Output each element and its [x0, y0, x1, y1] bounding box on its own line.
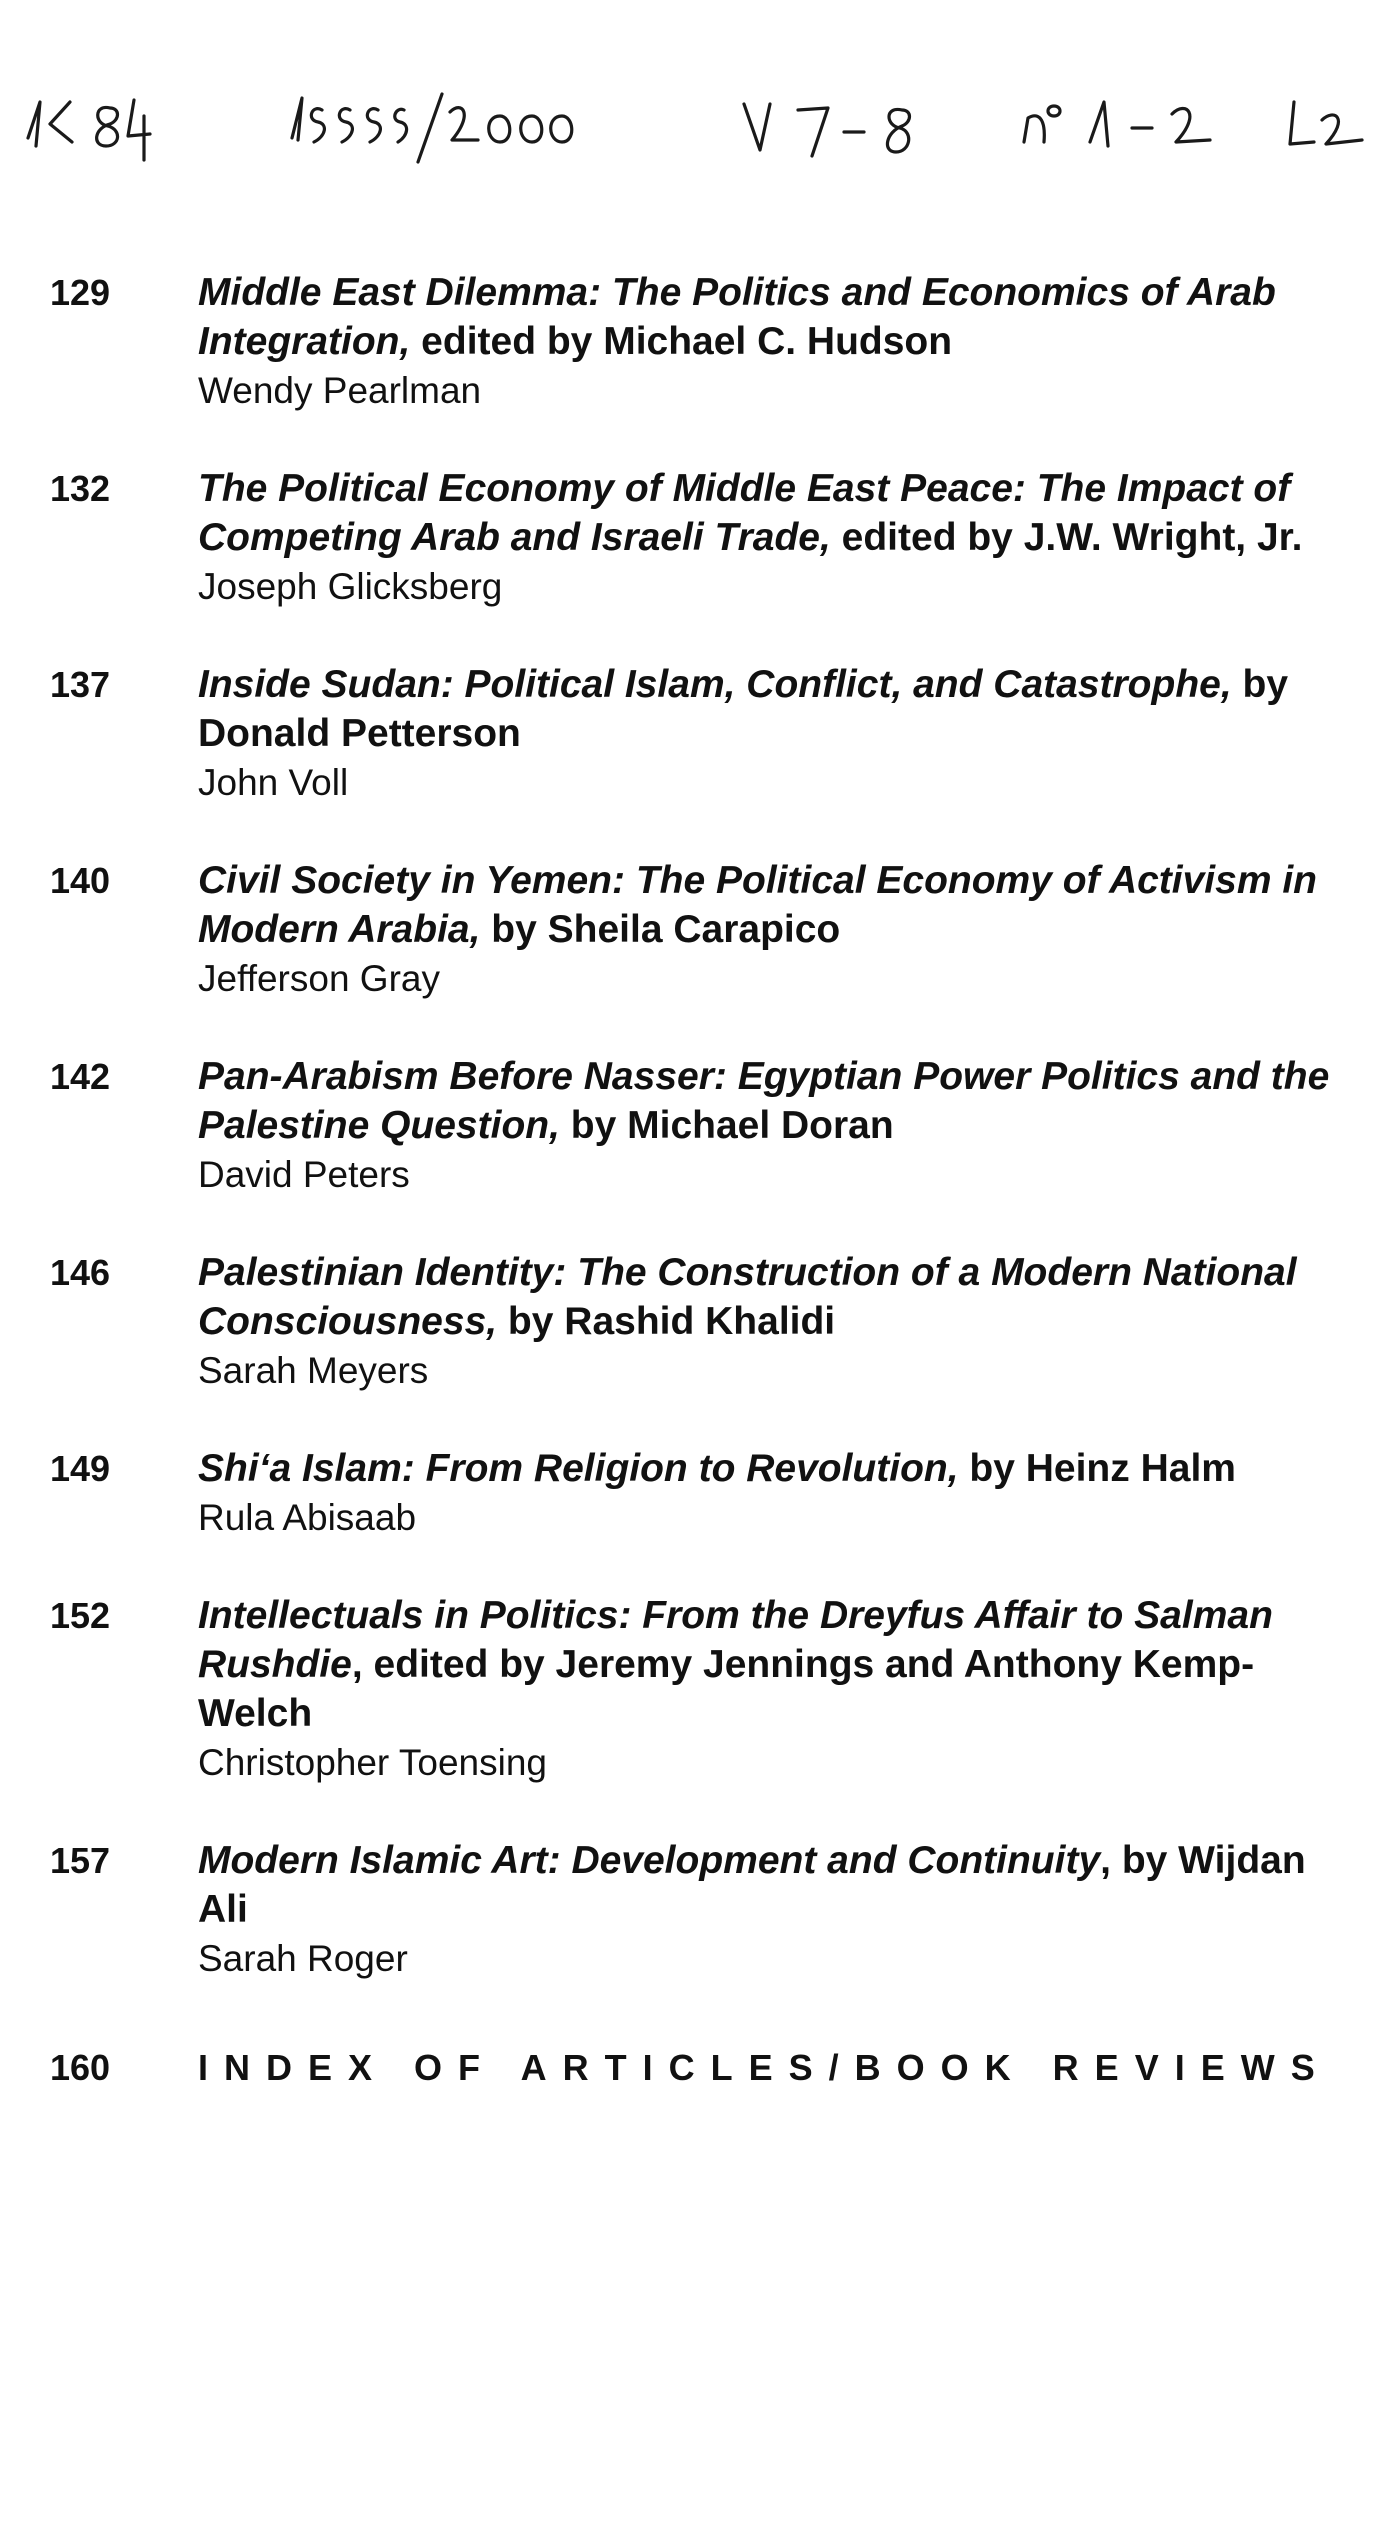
book-credit: edited by Michael C. Hudson — [410, 320, 953, 363]
page-number: 152 — [50, 1595, 111, 1636]
page-number: 129 — [50, 272, 111, 313]
page-number: 132 — [50, 468, 111, 509]
book-citation — [198, 1052, 1348, 1150]
book-citation — [198, 268, 1348, 366]
list-item — [0, 1591, 1393, 1787]
page-number: 157 — [50, 1840, 111, 1881]
reviewer-name: David Peters — [198, 1154, 410, 1195]
index-page-number: 160 — [50, 2047, 111, 2088]
reviewer-name: Sarah Roger — [198, 1938, 408, 1979]
book-title: Shi‘a Islam: From Religion to Revolution, — [198, 1447, 959, 1490]
entry-body — [198, 1591, 1348, 1787]
book-title: The Political Economy of Middle East Peace: The Impact of Competing Arab and Israeli Trade, — [198, 467, 1291, 559]
entry-body — [198, 1052, 1348, 1199]
book-citation — [198, 1836, 1348, 1934]
page-number: 137 — [50, 664, 111, 705]
book-title: Civil Society in Yemen: The Political Economy of Activism in Modern Arabia, — [198, 859, 1318, 951]
book-citation — [198, 1248, 1348, 1346]
book-credit: , by Wijdan Ali — [198, 1839, 1306, 1931]
reviewer-name: Jefferson Gray — [198, 958, 440, 999]
book-title: Middle East Dilemma: The Politics and Economics of Arab Integration, — [198, 271, 1276, 363]
book-citation — [198, 1444, 1348, 1493]
entry-body — [198, 856, 1348, 1003]
reviewer-name: Wendy Pearlman — [198, 370, 482, 411]
book-title: Palestinian Identity: The Construction of a Modern National Consciousness, — [198, 1251, 1297, 1343]
page-number: 146 — [50, 1252, 111, 1293]
page-number: 142 — [50, 1056, 111, 1097]
book-credit: by Heinz Halm — [958, 1447, 1236, 1490]
book-citation — [198, 660, 1348, 758]
entry-body — [198, 1248, 1348, 1395]
book-credit: by Rashid Khalidi — [497, 1300, 836, 1343]
index-entry — [0, 2043, 1393, 2092]
book-citation — [198, 464, 1348, 562]
book-credit: by Donald Petterson — [198, 663, 1289, 755]
book-credit: edited by J.W. Wright, Jr. — [830, 516, 1303, 559]
reviewer-name: Rula Abisaab — [198, 1497, 417, 1538]
entry-body — [198, 464, 1348, 611]
list-item — [0, 660, 1393, 807]
page-number: 149 — [50, 1448, 111, 1489]
book-credit: by Michael Doran — [559, 1104, 894, 1147]
book-reviews-list — [0, 268, 1393, 2092]
reviewer-name: Sarah Meyers — [198, 1350, 429, 1391]
entry-body — [198, 660, 1348, 807]
reviewer-name: Joseph Glicksberg — [198, 566, 503, 607]
book-title: Intellectuals in Politics: From the Dreyfus Affair to Salman Rushdie — [198, 1594, 1273, 1686]
page-number: 140 — [50, 860, 111, 901]
book-title: Modern Islamic Art: Development and Continuity — [198, 1839, 1101, 1882]
list-item — [0, 1052, 1393, 1199]
handwritten-catalog-note — [22, 80, 1382, 180]
list-item — [0, 856, 1393, 1003]
reviewer-name: John Voll — [198, 762, 349, 803]
list-item — [0, 1248, 1393, 1395]
index-heading: INDEX OF ARTICLES/BOOK REVIEWS — [198, 2047, 1331, 2088]
entry-body — [198, 1836, 1348, 1983]
reviewer-name: Christopher Toensing — [198, 1742, 547, 1783]
handwriting-drawing — [22, 80, 1382, 180]
list-item — [0, 268, 1393, 415]
book-citation — [198, 856, 1348, 954]
list-item — [0, 1444, 1393, 1542]
list-item — [0, 464, 1393, 611]
book-credit: by Sheila Carapico — [480, 908, 841, 951]
entry-body — [198, 268, 1348, 415]
book-title: Inside Sudan: Political Islam, Conflict, and Catastrophe, — [198, 663, 1232, 706]
list-item — [0, 1836, 1393, 1983]
book-citation — [198, 1591, 1348, 1738]
entry-body — [198, 1444, 1348, 1542]
book-credit: , edited by Jeremy Jennings and Anthony Kemp-Welch — [198, 1643, 1255, 1735]
book-title: Pan-Arabism Before Nasser: Egyptian Power Politics and the Palestine Question, — [198, 1055, 1330, 1147]
